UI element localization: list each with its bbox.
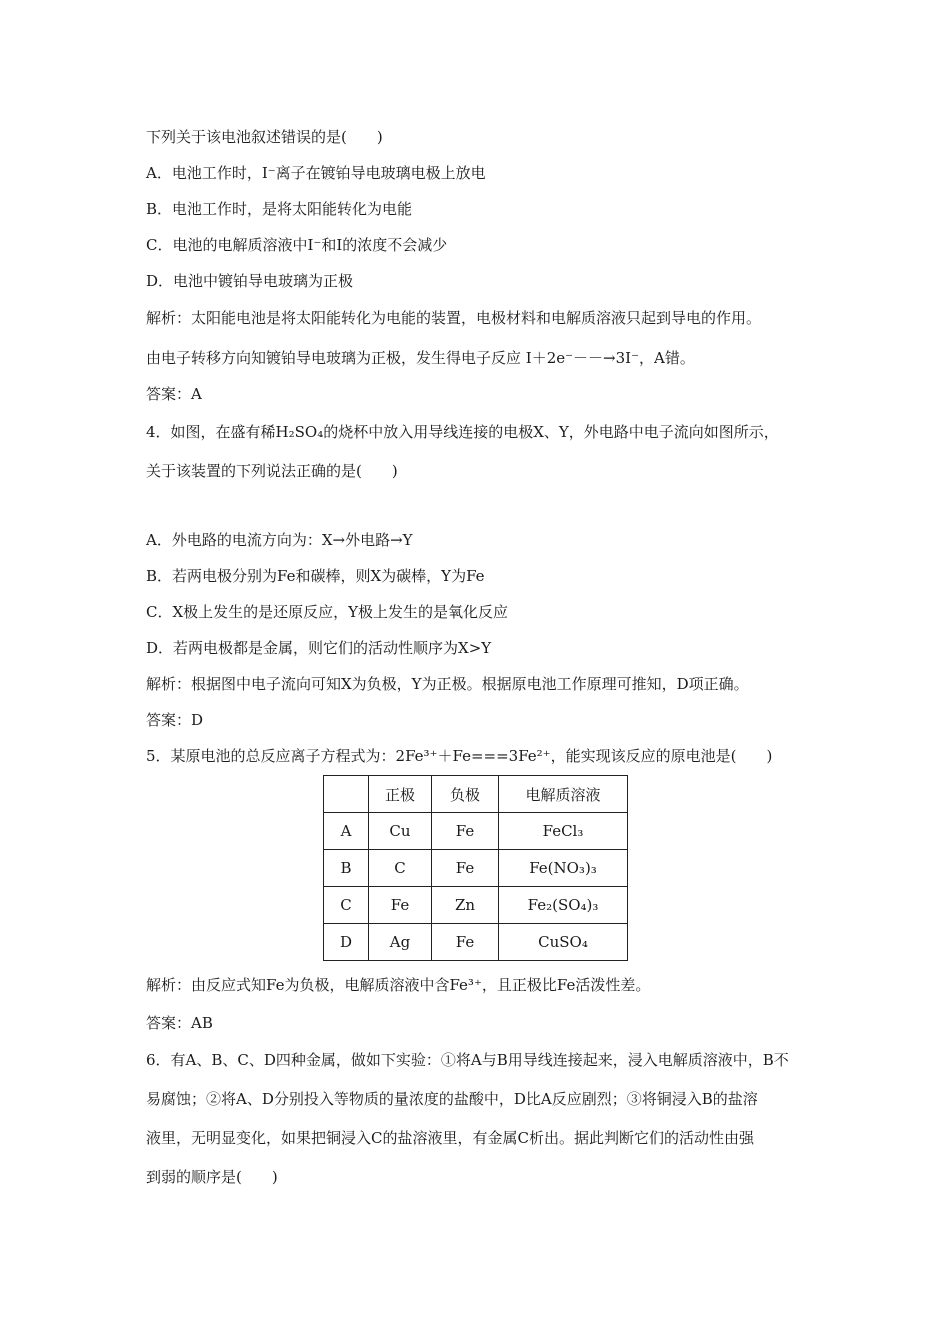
q3-option-d: D．电池中镀铂导电玻璃为正极 bbox=[146, 272, 354, 290]
table-cell: Fe bbox=[432, 850, 499, 887]
table-cell: C bbox=[324, 887, 369, 924]
q6-stem-line-1: 6．有A、B、C、D四种金属，做如下实验：①将A与B用导线连接起来，浸入电解质溶液中，B不 bbox=[146, 1051, 789, 1069]
table-header-cell: 正极 bbox=[369, 776, 432, 813]
q4-analysis: 解析：根据图中电子流向可知X为负极，Y为正极。根据原电池工作原理可推知，D项正确。 bbox=[146, 675, 749, 693]
table-cell: D bbox=[324, 924, 369, 961]
q4-option-c: C．X极上发生的是还原反应，Y极上发生的是氧化反应 bbox=[146, 603, 509, 621]
table-cell: Fe bbox=[369, 887, 432, 924]
q4-option-d: D．若两电极都是金属，则它们的活动性顺序为X>Y bbox=[146, 639, 492, 657]
table-cell: FeCl₃ bbox=[499, 813, 628, 850]
table-cell: A bbox=[324, 813, 369, 850]
q4-option-b: B．若两电极分别为Fe和碳棒，则X为碳棒，Y为Fe bbox=[146, 567, 485, 585]
q6-stem-line-3: 液里，无明显变化，如果把铜浸入C的盐溶液里，有金属C析出。据此判断它们的活动性由强 bbox=[146, 1129, 754, 1147]
q6-stem-line-4: 到弱的顺序是( ) bbox=[146, 1168, 278, 1186]
q3-option-b: B．电池工作时，是将太阳能转化为电能 bbox=[146, 200, 413, 218]
q3-analysis-line-2: 由电子转移方向知镀铂导电玻璃为正极，发生得电子反应 I＋2e⁻－－→3I⁻，A错。 bbox=[146, 349, 695, 367]
table-cell: Fe bbox=[432, 924, 499, 961]
q5-stem: 5．某原电池的总反应离子方程式为：2Fe³⁺＋Fe===3Fe²⁺，能实现该反应的原电池是( ) bbox=[146, 747, 773, 765]
table-cell: CuSO₄ bbox=[499, 924, 628, 961]
table-cell: Cu bbox=[369, 813, 432, 850]
table-cell: C bbox=[369, 850, 432, 887]
table-cell: B bbox=[324, 850, 369, 887]
table-cell: Fe₂(SO₄)₃ bbox=[499, 887, 628, 924]
table-header-row bbox=[324, 776, 628, 813]
table-header-cell: 负极 bbox=[432, 776, 499, 813]
q3-analysis-line-1: 解析：太阳能电池是将太阳能转化为电能的装置，电极材料和电解质溶液只起到导电的作用。 bbox=[146, 309, 762, 327]
table-row bbox=[324, 850, 628, 887]
q4-stem-line-2: 关于该装置的下列说法正确的是( ) bbox=[146, 462, 398, 480]
q5-answer: 答案：AB bbox=[146, 1014, 213, 1032]
q4-option-a: A．外电路的电流方向为：X→外电路→Y bbox=[146, 531, 413, 549]
table-cell: Ag bbox=[369, 924, 432, 961]
table-row bbox=[324, 887, 628, 924]
q5-battery-table bbox=[323, 775, 628, 961]
table-row bbox=[324, 924, 628, 961]
q3-stem: 下列关于该电池叙述错误的是( ) bbox=[146, 128, 383, 146]
table-header-cell: 电解质溶液 bbox=[499, 776, 628, 813]
table-header-cell bbox=[324, 776, 369, 813]
table-row bbox=[324, 813, 628, 850]
q3-option-a: A．电池工作时，I⁻离子在镀铂导电玻璃电极上放电 bbox=[146, 164, 486, 182]
q5-analysis: 解析：由反应式知Fe为负极，电解质溶液中含Fe³⁺，且正极比Fe活泼性差。 bbox=[146, 976, 651, 994]
q4-answer: 答案：D bbox=[146, 711, 204, 729]
q3-answer: 答案：A bbox=[146, 385, 202, 403]
table-cell: Zn bbox=[432, 887, 499, 924]
table-cell: Fe(NO₃)₃ bbox=[499, 850, 628, 887]
q6-stem-line-2: 易腐蚀；②将A、D分别投入等物质的量浓度的盐酸中，D比A反应剧烈；③将铜浸入B的盐溶 bbox=[146, 1090, 758, 1108]
table-cell: Fe bbox=[432, 813, 499, 850]
q4-stem-line-1: 4．如图，在盛有稀H₂SO₄的烧杯中放入用导线连接的电极X、Y，外电路中电子流向如图所示， bbox=[146, 423, 779, 441]
q3-option-c: C．电池的电解质溶液中I⁻和I的浓度不会减少 bbox=[146, 236, 448, 254]
